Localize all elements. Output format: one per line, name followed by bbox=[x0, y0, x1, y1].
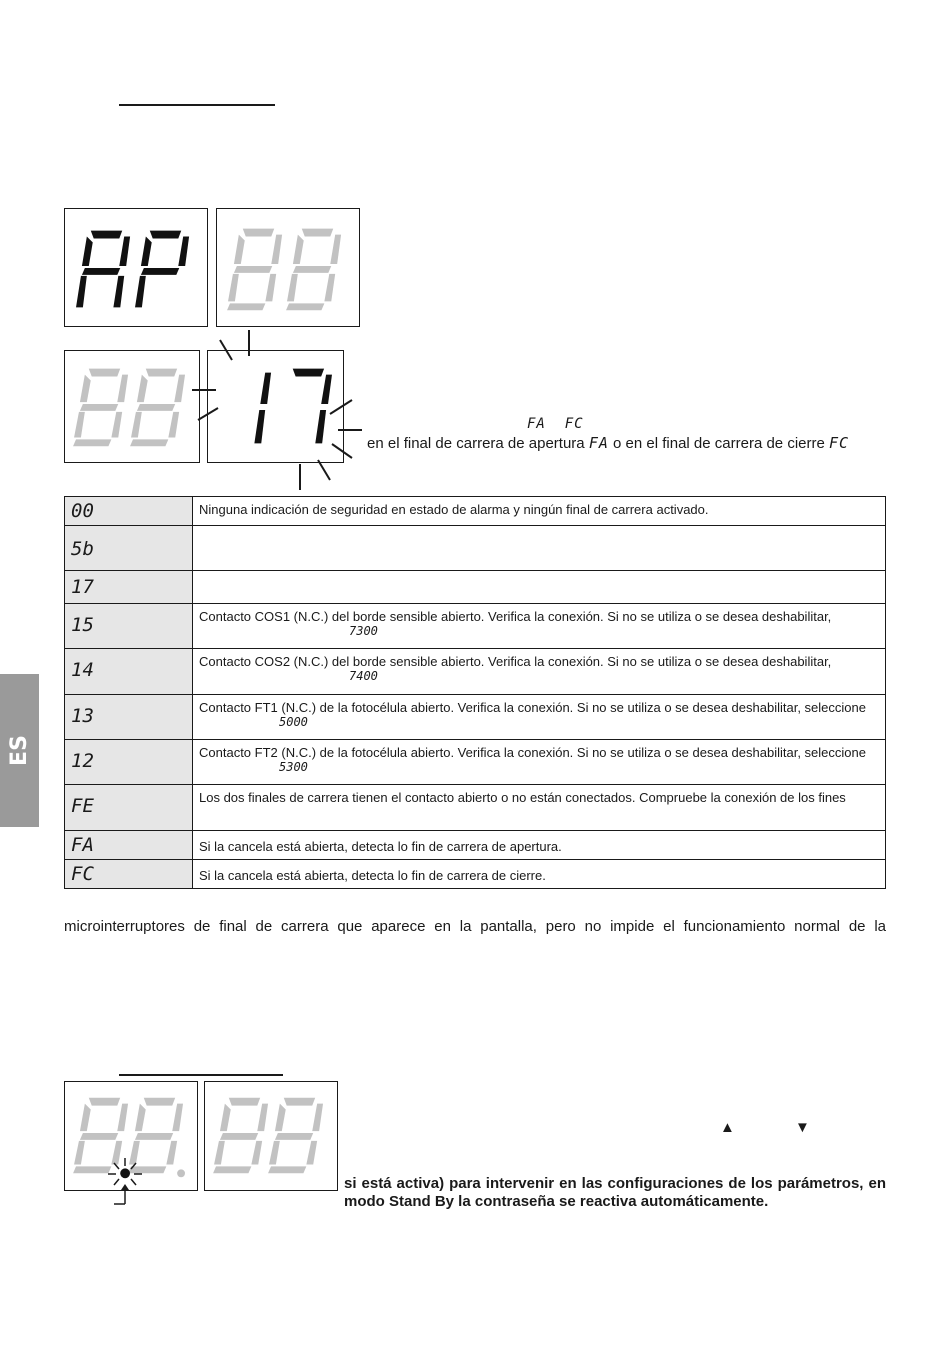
table-row bbox=[65, 526, 886, 571]
arrow-up-icon: ▲ bbox=[720, 1119, 735, 1136]
description-text: Contacto COS1 (N.C.) del borde sensible abierto. Verifica la conexión. Si no se utiliza o se desea deshabilitar, bbox=[199, 609, 832, 624]
description-cell: Los dos finales de carrera tienen el contacto abierto o no están conectados. Compruebe la conexión de los fines bbox=[193, 785, 886, 831]
display-panel-top-left bbox=[64, 208, 208, 327]
language-side-tab bbox=[0, 674, 39, 827]
description-cell bbox=[193, 649, 886, 695]
code-cell: FA bbox=[65, 831, 193, 860]
code-cell: 5b bbox=[65, 526, 193, 571]
description-text: Contacto COS2 (N.C.) del borde sensible abierto. Verifica la conexión. Si no se utiliza o se desea deshabilitar, bbox=[199, 654, 832, 669]
seven-segment-ap bbox=[65, 209, 207, 326]
description-cell bbox=[193, 740, 886, 785]
section-heading-underline bbox=[119, 104, 275, 106]
arrow-down-icon: ▼ bbox=[795, 1119, 810, 1136]
section-heading-underline bbox=[119, 1074, 283, 1076]
language-tab-label: ES bbox=[7, 735, 32, 766]
description-cell bbox=[193, 526, 886, 571]
code-cell: 12 bbox=[65, 740, 193, 785]
parameter-code: 7300 bbox=[349, 624, 378, 638]
status-codes-line: FA FC bbox=[527, 416, 584, 432]
description-cell: Si la cancela está abierta, detecta lo fin de carrera de cierre. bbox=[193, 860, 886, 889]
description-text: Contacto FT1 (N.C.) de la fotocélula abierto. Verifica la conexión. Si no se utiliza o se desea deshabilitar, seleccione bbox=[199, 700, 866, 715]
code-cell: 17 bbox=[65, 571, 193, 604]
display-panel-top-right bbox=[216, 208, 360, 327]
description-cell: Si la cancela está abierta, detecta lo fin de carrera de apertura. bbox=[193, 831, 886, 860]
table-row bbox=[65, 831, 886, 860]
caption-text-middle: o en el final de carrera de cierre bbox=[613, 435, 825, 452]
table-row bbox=[65, 649, 886, 695]
description-cell bbox=[193, 695, 886, 740]
table-row bbox=[65, 740, 886, 785]
code-cell: FE bbox=[65, 785, 193, 831]
seven-segment-88-off bbox=[205, 1082, 337, 1190]
seven-segment-88-off bbox=[65, 351, 199, 462]
table-row bbox=[65, 604, 886, 649]
table-row bbox=[65, 695, 886, 740]
description-text: Contacto FT2 (N.C.) de la fotocélula abierto. Verifica la conexión. Si no se utiliza o se desea deshabilitar, seleccione bbox=[199, 745, 866, 760]
code-cell: 15 bbox=[65, 604, 193, 649]
status-caption bbox=[367, 434, 849, 452]
table-row bbox=[65, 497, 886, 526]
description-cell bbox=[193, 604, 886, 649]
code-cell: 14 bbox=[65, 649, 193, 695]
paragraph-limit-switch: microinterruptores de final de carrera que aparece en la pantalla, pero no impide el funcionamiento normal de la bbox=[64, 918, 886, 935]
password-note: si está activa) para intervenir en las configuraciones de los parámetros, en modo Stand By la contraseña se reactiva automáticamente. bbox=[344, 1175, 886, 1210]
display-panel-bottom-left bbox=[64, 350, 200, 463]
seven-segment-88-off bbox=[217, 209, 359, 326]
caption-text-before: en el final de carrera de apertura bbox=[367, 435, 585, 452]
caption-code-fa: FA bbox=[588, 434, 609, 452]
code-cell: 13 bbox=[65, 695, 193, 740]
blinking-dot-rays-icon bbox=[104, 1156, 150, 1208]
description-cell bbox=[193, 571, 886, 604]
parameter-code: 5000 bbox=[279, 715, 308, 729]
display-panel-password-right bbox=[204, 1081, 338, 1191]
parameter-code: 7400 bbox=[349, 669, 378, 683]
blink-rays-icon bbox=[190, 328, 370, 493]
parameter-code: 5300 bbox=[279, 760, 308, 774]
description-cell: Ninguna indicación de seguridad en estado de alarma y ningún final de carrera activado. bbox=[193, 497, 886, 526]
table-row bbox=[65, 785, 886, 831]
table-row bbox=[65, 860, 886, 889]
caption-code-fc: FC bbox=[829, 434, 850, 452]
table-row bbox=[65, 571, 886, 604]
code-cell: FC bbox=[65, 860, 193, 889]
code-cell: 00 bbox=[65, 497, 193, 526]
status-codes-table bbox=[64, 496, 886, 889]
